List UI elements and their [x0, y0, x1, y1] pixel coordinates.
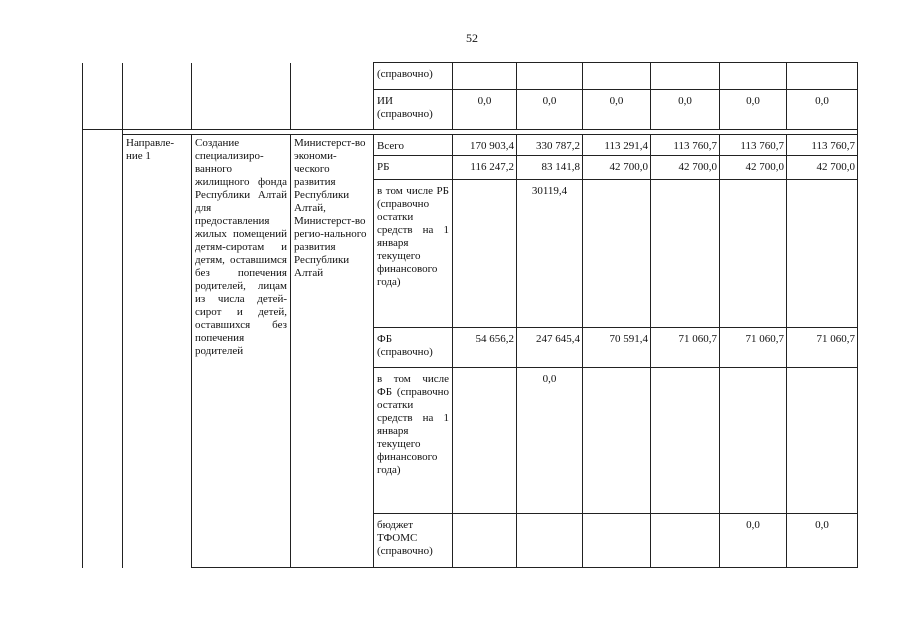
source-label: в том числе РБ (справочно остатки средств на 1 января текущего финансового года) [374, 180, 453, 328]
value-cell: 113 760,7 [787, 135, 858, 156]
value-cell: 0,0 [583, 90, 651, 130]
value-cell [517, 63, 583, 90]
empty-cell [192, 63, 291, 90]
source-label: бюджет ТФОМС (справочно) [374, 514, 453, 568]
value-cell [583, 368, 651, 514]
value-cell: 71 060,7 [651, 328, 720, 368]
source-label: Всего [374, 135, 453, 156]
direction-label: Направле-ние 1 [123, 135, 192, 568]
value-cell: 30119,4 [517, 180, 583, 328]
value-cell: 71 060,7 [787, 328, 858, 368]
value-cell [651, 368, 720, 514]
empty-cell [83, 63, 123, 90]
value-cell [453, 63, 517, 90]
value-cell: 42 700,0 [651, 156, 720, 180]
value-cell [453, 514, 517, 568]
value-cell: 116 247,2 [453, 156, 517, 180]
table-row [83, 90, 858, 130]
value-cell: 0,0 [720, 514, 787, 568]
value-cell: 247 645,4 [517, 328, 583, 368]
value-cell: 113 760,7 [651, 135, 720, 156]
empty-cell [291, 63, 374, 90]
value-cell: 0,0 [720, 90, 787, 130]
value-cell: 0,0 [651, 90, 720, 130]
budget-table [82, 62, 858, 568]
source-label: ФБ (справочно) [374, 328, 453, 368]
value-cell [720, 368, 787, 514]
value-cell: 0,0 [787, 90, 858, 130]
value-cell: 0,0 [787, 514, 858, 568]
value-cell [720, 180, 787, 328]
value-cell: 83 141,8 [517, 156, 583, 180]
value-cell: 54 656,2 [453, 328, 517, 368]
value-cell: 113 291,4 [583, 135, 651, 156]
source-label: РБ [374, 156, 453, 180]
measure-description: Создание специализиро-ванного жилищного фонда Республики Алтай для предоставления жилых помещений детям-сиротам и детям, оставшимся без попечения родителей, лицам из числа детей-сирот и детей, оставшихся без попечения родителей [192, 135, 291, 568]
table-row [83, 135, 858, 156]
value-cell [720, 63, 787, 90]
value-cell: 330 787,2 [517, 135, 583, 156]
value-cell: 0,0 [517, 368, 583, 514]
empty-cell [83, 90, 123, 130]
value-cell: 113 760,7 [720, 135, 787, 156]
value-cell: 70 591,4 [583, 328, 651, 368]
empty-cell [123, 90, 192, 130]
value-cell [517, 514, 583, 568]
empty-cell [291, 90, 374, 130]
table-row [83, 63, 858, 90]
value-cell: 170 903,4 [453, 135, 517, 156]
value-cell: 0,0 [453, 90, 517, 130]
empty-cell [83, 135, 123, 568]
source-label: ИИ (справочно) [374, 90, 453, 130]
value-cell: 71 060,7 [720, 328, 787, 368]
value-cell [583, 514, 651, 568]
value-cell [651, 63, 720, 90]
empty-cell [192, 90, 291, 130]
value-cell [453, 368, 517, 514]
value-cell [583, 180, 651, 328]
value-cell [583, 63, 651, 90]
value-cell: 42 700,0 [787, 156, 858, 180]
value-cell: 0,0 [517, 90, 583, 130]
value-cell [651, 514, 720, 568]
empty-cell [123, 63, 192, 90]
value-cell [453, 180, 517, 328]
value-cell [787, 180, 858, 328]
value-cell [787, 368, 858, 514]
executor: Министерст-во экономи-ческого развития Республики Алтай, Министерст-во регио-нального развития Республики Алтай [291, 135, 374, 568]
value-cell: 42 700,0 [720, 156, 787, 180]
source-label: в том числе ФБ (справочно остатки средств на 1 января текущего финансового года) [374, 368, 453, 514]
value-cell [651, 180, 720, 328]
page-number: 52 [466, 31, 478, 45]
value-cell [787, 63, 858, 90]
source-label: (справочно) [374, 63, 453, 90]
value-cell: 42 700,0 [583, 156, 651, 180]
